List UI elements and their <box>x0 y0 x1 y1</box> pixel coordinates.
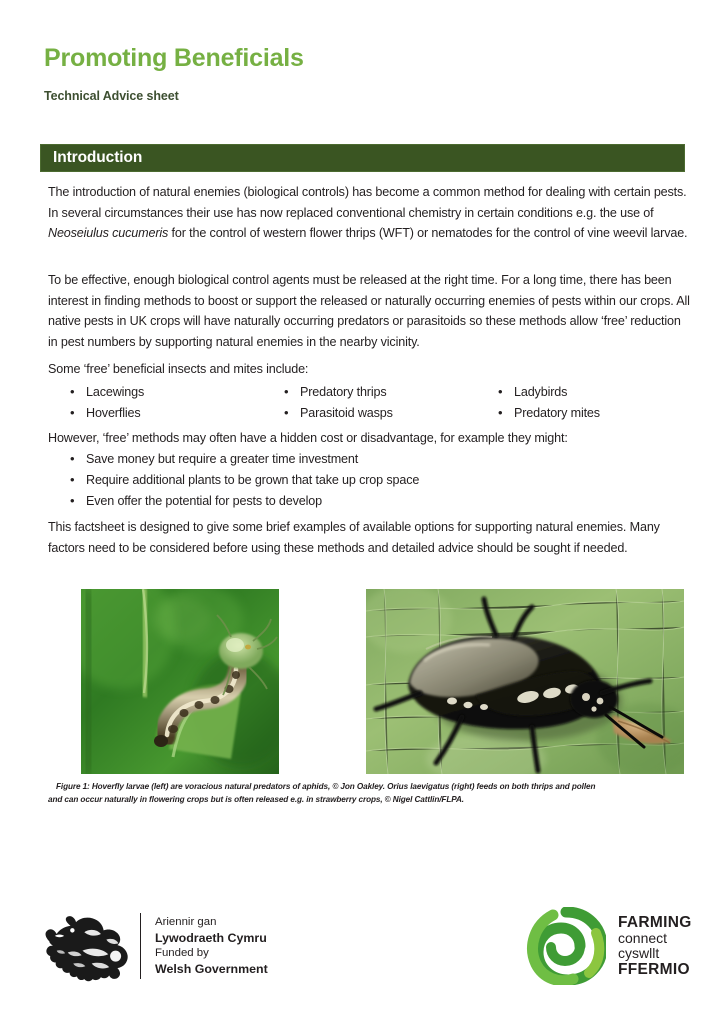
list-item: • Parasitoid wasps <box>300 403 476 424</box>
farming-connect-swirl-icon <box>526 907 606 985</box>
beneficials-list-1 <box>48 382 262 424</box>
orius-bug-image <box>366 589 684 774</box>
intro-paragraph-1-part1: The introduction of natural enemies (biological controls) has become a common method for dealing with certain pests. In several circumstances their use has now replaced conventional chemistry in certain conditions e.g. the use of <box>48 185 687 220</box>
caveats-list <box>48 449 690 512</box>
caveats-lead-text: However, ‘free’ methods may often have a hidden cost or disadvantage, for example they might: <box>48 431 568 445</box>
section-heading-label: Introduction <box>53 149 143 166</box>
figure-caption <box>48 781 688 806</box>
list-item: • Hoverflies <box>86 403 262 424</box>
logo-divider <box>140 913 141 979</box>
beneficials-section <box>48 359 690 424</box>
beneficials-list-2 <box>262 382 476 424</box>
welsh-government-text <box>155 915 268 977</box>
welsh-government-logo <box>42 908 268 984</box>
wg-line-1: Ariennir gan <box>155 916 217 928</box>
closing-paragraph: This factsheet is designed to give some brief examples of available options for supporting natural enemies. Many factors need to be considered before using these methods and detailed advice should be sought if needed. <box>48 520 660 555</box>
beneficials-column-3 <box>476 382 690 424</box>
beneficials-column-1 <box>48 382 262 424</box>
beneficials-lead-text: Some ‘free’ beneficial insects and mites include: <box>48 362 309 376</box>
welsh-dragon-icon <box>42 910 134 982</box>
figure-row <box>0 589 724 774</box>
fc-line-2: connect <box>618 929 668 946</box>
wg-line-3: Funded by <box>155 947 209 959</box>
list-item: • Predatory thrips <box>300 382 476 403</box>
list-item: • Require additional plants to be grown that take up crop space <box>86 470 690 491</box>
beneficials-list-3 <box>476 382 690 424</box>
wg-line-4: Welsh Government <box>155 961 268 976</box>
list-item: • Ladybirds <box>514 382 690 403</box>
farming-connect-logo <box>526 906 692 986</box>
fc-line-4: FFERMIO <box>618 960 690 978</box>
list-item: • Predatory mites <box>514 403 690 424</box>
species-name-neoseiulus: Neoseiulus cucumeris <box>48 226 169 240</box>
intro-paragraph-1-part2: for the control of western flower thrips (WFT) or nematodes for the control of vine weevil larvae. <box>168 226 688 240</box>
page-title: Promoting Beneficials <box>44 44 304 72</box>
farming-connect-text <box>618 915 692 977</box>
wg-line-2: Lywodraeth Cymru <box>155 930 267 945</box>
list-item: • Lacewings <box>86 382 262 403</box>
intro-paragraph-2: To be effective, enough biological control agents must be released at the right time. For a long time, there has been interest in finding methods to boost or support the released or naturally occurring enemies of pests within our crops. All native pests in UK crops will have naturally occurring predators or parasitoids so these methods allow ‘free’ reduction in pest numbers by supporting natural enemies in the nearby vicinity. <box>48 273 690 349</box>
beneficials-column-2 <box>262 382 476 424</box>
list-item: • Even offer the potential for pests to develop <box>86 491 690 512</box>
figure-caption-line-1: Figure 1: Hoverfly larvae (left) are voracious natural predators of aphids, © Jon Oakley. Orius laevigatus (right) feeds on both thrips and pollen <box>56 782 596 791</box>
fc-line-3: cyswllt <box>618 945 660 961</box>
hoverfly-larva-image <box>81 589 279 774</box>
intro-paragraph-1 <box>48 182 690 244</box>
figure-caption-line-2: and can occur naturally in flowering crops but is often released e.g. in strawberry crops, © Nigel Cattlin/FLPA. <box>48 794 464 804</box>
footer <box>0 898 724 998</box>
list-item: • Save money but require a greater time investment <box>86 449 690 470</box>
section-heading-bar <box>40 144 685 172</box>
page-subtitle: Technical Advice sheet <box>44 89 179 103</box>
caveats-section <box>48 428 690 512</box>
fc-line-1: FARMING <box>618 914 692 931</box>
beneficials-columns <box>48 382 690 424</box>
